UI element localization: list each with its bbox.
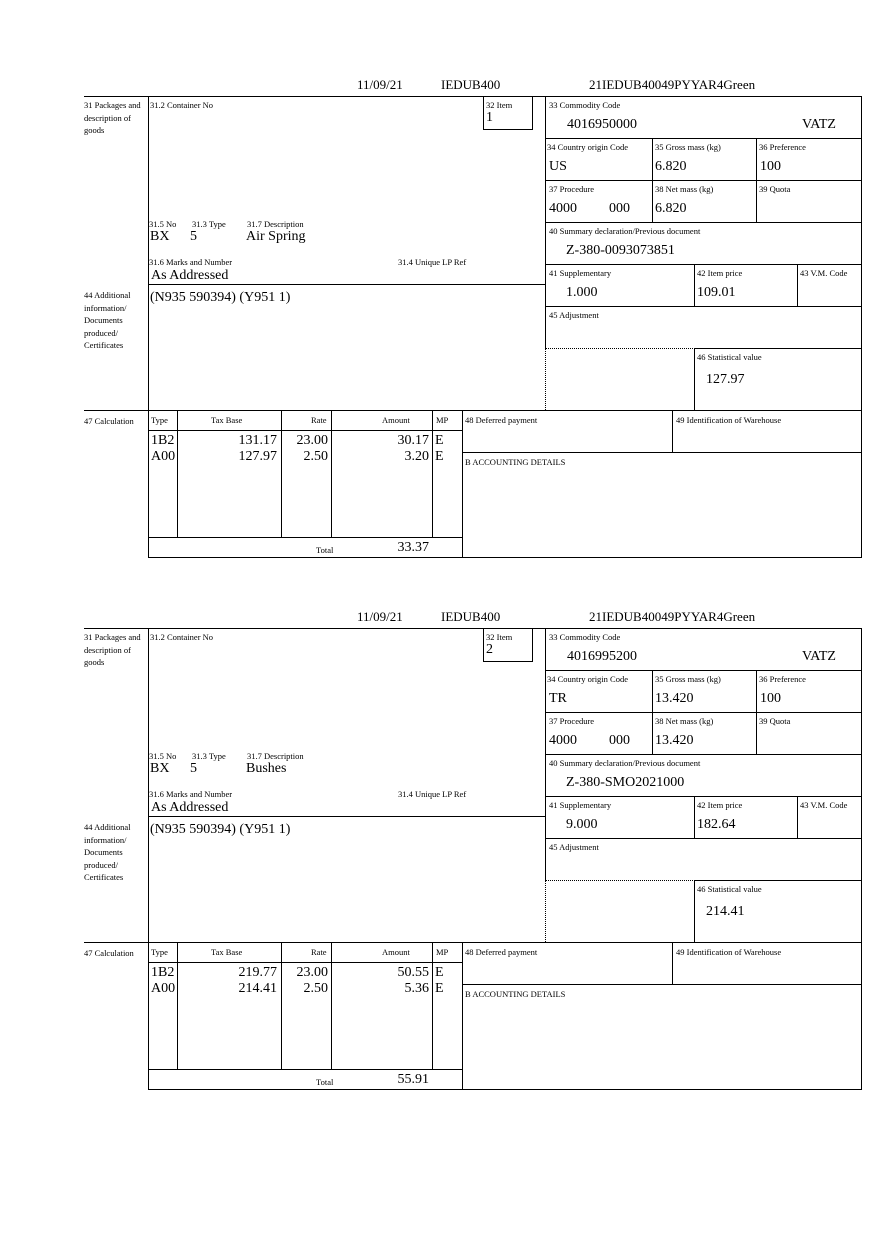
- package-no: BX: [150, 229, 170, 244]
- marks-value: As Addressed: [151, 800, 229, 815]
- preference-label: 36 Preference: [759, 674, 806, 684]
- total-label: Total: [316, 545, 334, 555]
- tax-row-1-mp: E: [435, 965, 444, 980]
- unique-lp-label: 31.4 Unique LP Ref: [398, 789, 467, 799]
- additional-info: (N935 590394) (Y951 1): [150, 290, 291, 305]
- header-reference: 21IEDUB40049PYYAR4Green: [589, 77, 756, 92]
- package-description: Bushes: [246, 761, 287, 776]
- item-price: 109.01: [697, 285, 736, 300]
- marks-value: As Addressed: [151, 268, 229, 283]
- marks-label: 31.6 Marks and Number: [149, 257, 233, 267]
- package-no: BX: [150, 761, 170, 776]
- col-amount-label: Amount: [382, 947, 410, 957]
- procedure-a: 4000: [549, 733, 577, 748]
- tax-row-2-amount: 3.20: [404, 449, 429, 464]
- commodity-suffix: VATZ: [802, 649, 836, 664]
- tax-row-2-mp: E: [435, 449, 444, 464]
- country-origin-label: 34 Country origin Code: [547, 674, 628, 684]
- header-reference: 21IEDUB40049PYYAR4Green: [589, 609, 756, 624]
- type-label: 31.3 Type: [192, 219, 226, 229]
- additional-info: (N935 590394) (Y951 1): [150, 822, 291, 837]
- header-date: 11/09/21: [357, 609, 403, 624]
- declaration-form-item-2: [0, 532, 882, 1087]
- deferred-payment-label: 48 Deferred payment: [465, 415, 538, 425]
- item-number: 2: [486, 642, 493, 657]
- net-mass-label: 38 Net mass (kg): [655, 184, 714, 194]
- total-amount: 55.91: [397, 1072, 429, 1087]
- supplementary: 9.000: [566, 817, 598, 832]
- gross-mass-label: 35 Gross mass (kg): [655, 674, 721, 684]
- col-rate-label: Rate: [311, 947, 327, 957]
- country-origin: US: [549, 159, 567, 174]
- quota-label: 39 Quota: [759, 716, 791, 726]
- tax-row-1-amount: 30.17: [397, 433, 429, 448]
- statistical-value: 214.41: [706, 904, 745, 919]
- net-mass: 6.820: [655, 201, 687, 216]
- header-office-code: IEDUB400: [441, 609, 501, 624]
- tax-row-1-type: 1B2: [151, 433, 175, 448]
- tax-row-1-rate: 23.00: [296, 965, 328, 980]
- gross-mass: 13.420: [655, 691, 694, 706]
- vm-code-label: 43 V.M. Code: [800, 800, 848, 810]
- package-type: 5: [190, 761, 197, 776]
- item-price: 182.64: [697, 817, 736, 832]
- tax-row-2-mp: E: [435, 981, 444, 996]
- summary-declaration-label: 40 Summary declaration/Previous document: [549, 758, 701, 768]
- procedure-b: 000: [609, 201, 630, 216]
- statistical-value-label: 46 Statistical value: [697, 884, 762, 894]
- container-no-label: 31.2 Container No: [150, 632, 214, 642]
- package-description: Air Spring: [246, 229, 306, 244]
- quota-label: 39 Quota: [759, 184, 791, 194]
- item-label: 32 Item: [486, 632, 513, 642]
- tax-row-2-base: 214.41: [238, 981, 277, 996]
- warehouse-label: 49 Identification of Warehouse: [676, 415, 782, 425]
- col-type-label: Type: [151, 415, 168, 425]
- col-amount-label: Amount: [382, 415, 410, 425]
- no-label: 31.5 No: [149, 219, 177, 229]
- commodity-suffix: VATZ: [802, 117, 836, 132]
- total-label: Total: [316, 1077, 334, 1087]
- accounting-label: B ACCOUNTING DETAILS: [465, 457, 566, 467]
- summary-declaration: Z-380-SMO2021000: [566, 775, 685, 790]
- procedure-label: 37 Procedure: [549, 184, 595, 194]
- commodity-code: 4016950000: [567, 117, 637, 132]
- statistical-value-label: 46 Statistical value: [697, 352, 762, 362]
- procedure-label: 37 Procedure: [549, 716, 595, 726]
- description-label: 31.7 Description: [247, 219, 304, 229]
- preference: 100: [760, 691, 781, 706]
- col-tax-base-label: Tax Base: [211, 947, 243, 957]
- gross-mass: 6.820: [655, 159, 687, 174]
- packages-label: 31 Packages and description of goods: [84, 100, 141, 135]
- supplementary: 1.000: [566, 285, 598, 300]
- adjustment-label: 45 Adjustment: [549, 842, 599, 852]
- vm-code-label: 43 V.M. Code: [800, 268, 848, 278]
- tax-row-1-type: 1B2: [151, 965, 175, 980]
- declaration-form-item-1: [0, 0, 882, 555]
- tax-row-2-type: A00: [151, 449, 176, 464]
- country-origin: TR: [549, 691, 567, 706]
- net-mass: 13.420: [655, 733, 694, 748]
- description-label: 31.7 Description: [247, 751, 304, 761]
- col-mp-label: MP: [436, 947, 449, 957]
- marks-label: 31.6 Marks and Number: [149, 789, 233, 799]
- gross-mass-label: 35 Gross mass (kg): [655, 142, 721, 152]
- tax-row-1-base: 131.17: [238, 433, 277, 448]
- supplementary-label: 41 Supplementary: [549, 800, 612, 810]
- procedure-b: 000: [609, 733, 630, 748]
- header-date: 11/09/21: [357, 77, 403, 92]
- item-label: 32 Item: [486, 100, 513, 110]
- tax-row-2-rate: 2.50: [303, 449, 328, 464]
- preference-label: 36 Preference: [759, 142, 806, 152]
- tax-row-1-base: 219.77: [238, 965, 277, 980]
- header-office-code: IEDUB400: [441, 77, 501, 92]
- commodity-code-label: 33 Commodity Code: [549, 632, 621, 642]
- packages-label: 31 Packages and description of goods: [84, 632, 141, 667]
- summary-declaration: Z-380-0093073851: [566, 243, 675, 258]
- item-number: 1: [486, 110, 493, 125]
- container-no-label: 31.2 Container No: [150, 100, 214, 110]
- commodity-code: 4016995200: [567, 649, 637, 664]
- supplementary-label: 41 Supplementary: [549, 268, 612, 278]
- additional-info-label: 44 Additional information/ Documents produced/ Certificates: [84, 290, 131, 350]
- calculation-label: 47 Calculation: [84, 948, 134, 958]
- tax-row-1-rate: 23.00: [296, 433, 328, 448]
- total-amount: 33.37: [397, 540, 429, 555]
- additional-info-label: 44 Additional information/ Documents produced/ Certificates: [84, 822, 131, 882]
- tax-row-2-type: A00: [151, 981, 176, 996]
- net-mass-label: 38 Net mass (kg): [655, 716, 714, 726]
- warehouse-label: 49 Identification of Warehouse: [676, 947, 782, 957]
- preference: 100: [760, 159, 781, 174]
- tax-row-1-mp: E: [435, 433, 444, 448]
- calculation-label: 47 Calculation: [84, 416, 134, 426]
- tax-row-2-amount: 5.36: [404, 981, 429, 996]
- col-mp-label: MP: [436, 415, 449, 425]
- tax-row-1-amount: 50.55: [397, 965, 429, 980]
- item-price-label: 42 Item price: [697, 268, 743, 278]
- no-label: 31.5 No: [149, 751, 177, 761]
- col-rate-label: Rate: [311, 415, 327, 425]
- deferred-payment-label: 48 Deferred payment: [465, 947, 538, 957]
- commodity-code-label: 33 Commodity Code: [549, 100, 621, 110]
- statistical-value: 127.97: [706, 372, 745, 387]
- summary-declaration-label: 40 Summary declaration/Previous document: [549, 226, 701, 236]
- tax-row-2-base: 127.97: [238, 449, 277, 464]
- unique-lp-label: 31.4 Unique LP Ref: [398, 257, 467, 267]
- procedure-a: 4000: [549, 201, 577, 216]
- item-price-label: 42 Item price: [697, 800, 743, 810]
- type-label: 31.3 Type: [192, 751, 226, 761]
- col-tax-base-label: Tax Base: [211, 415, 243, 425]
- tax-row-2-rate: 2.50: [303, 981, 328, 996]
- accounting-label: B ACCOUNTING DETAILS: [465, 989, 566, 999]
- col-type-label: Type: [151, 947, 168, 957]
- package-type: 5: [190, 229, 197, 244]
- country-origin-label: 34 Country origin Code: [547, 142, 628, 152]
- adjustment-label: 45 Adjustment: [549, 310, 599, 320]
